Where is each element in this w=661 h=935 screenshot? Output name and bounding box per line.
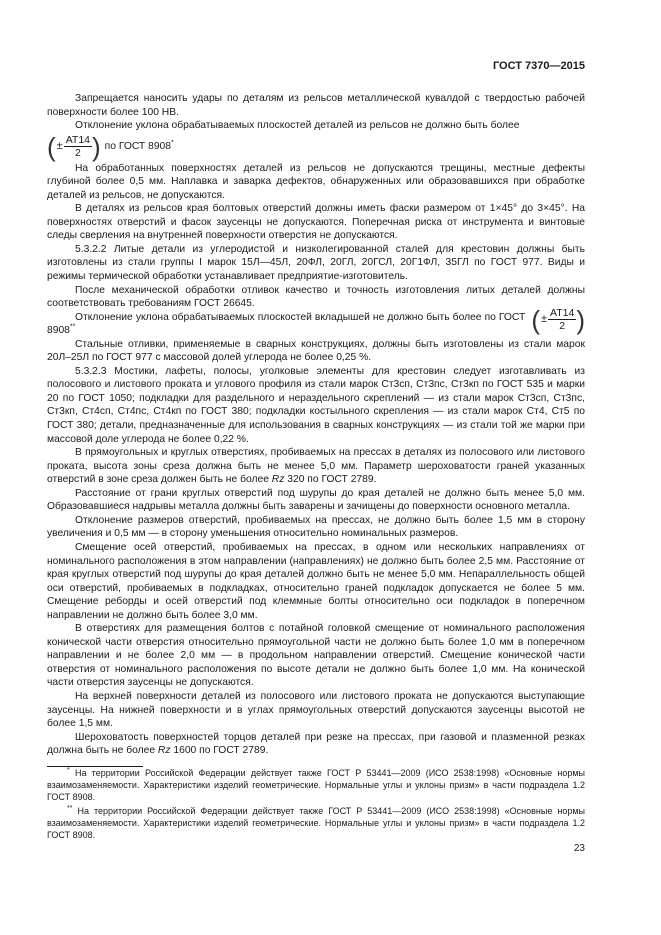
paragraph: Запрещается наносить удары по деталям из рельсов металлической кувалдой с твердостью рабочей поверхности более 100 НВ. — [47, 93, 585, 118]
paragraph: Стальные отливки, применяемые в сварных конструкциях, должны быть изготовлены из стали марок 20Л–25Л по ГОСТ 977 с массовой долей углерода не более 0,25 %. — [47, 338, 585, 364]
paragraph: В прямоугольных и круглых отверстиях, пробиваемых на прессах в деталях из полосового или листового проката, высота зоны среза должна быть не менее 5,0 мм. Параметр шероховатости граней указанных отверстий в зоне среза должен быть не более Rz 320 по ГОСТ 2789. — [47, 447, 585, 486]
paragraph: Отклонение размеров отверстий, пробиваемых на прессах, не должно быть более 1,5 мм в сторону увеличения и 0,5 мм — в сторону уменьшения относительно номинальных размеров. — [47, 514, 585, 540]
footnotes — [47, 768, 585, 842]
paragraph: Шероховатость поверхностей торцов деталей при резке на прессах, при газовой и плазменной резках должна быть не более Rz 1600 по ГОСТ 2789. — [47, 731, 585, 757]
fraction-numerator: АТ14 — [65, 134, 90, 147]
fraction — [548, 307, 576, 332]
fraction-numerator: АТ14 — [550, 307, 575, 320]
plus-minus-sign: ± — [56, 139, 63, 152]
footnote-mark: * — [67, 767, 70, 774]
footnote: * На территории Российской Федерации действует также ГОСТ Р 53441—2009 (ИСО 2538:1998) «Основные нормы взаимозаменяемости. Характеристики изделий геометрические. Нормальные углы и уклоны призм» в части подраздела 1.2 ГОСТ 8908. — [47, 767, 585, 802]
footnote-mark: * — [171, 139, 174, 147]
tolerance-formula: ( ± $\frac{АТ14}{2}$ ) по ГОСТ 8908* — [47, 131, 174, 162]
document-body — [47, 92, 585, 758]
footnote-mark: ** — [69, 323, 76, 331]
paragraph: ( ± $\frac{АТ14}{2}$ ) Отклонение уклона обрабатываемых плоскостей вкладышей не должно быть более по ГОСТ 8908** — [47, 304, 585, 337]
paragraph: В деталях из рельсов края болтовых отверстий должны иметь фаски размером от 1×45° до 3×45°. На поверхностях отверстий и фасок заусенцы не допускаются. Поперечная риска от инструмента и винтовые следы сверления на внутренней поверхности отверстия не допускаются. — [47, 203, 585, 242]
page-number: 23 — [573, 843, 585, 854]
fraction-denominator: 2 — [559, 320, 566, 333]
paragraph: 5.3.2.2 Литые детали из углеродистой и низколегированной сталей для крестовин должны быть изготовлены из стали группы I марок 15Л—45Л, 20ФЛ, 20ГЛ, 20ГСЛ, 20Г1ФЛ, 35ГЛ по ГОСТ 977. Виды и режимы термической обработки устанавливает предприятие-изготовитель. — [47, 243, 585, 283]
fraction-denominator: 2 — [74, 147, 81, 160]
document-header: ГОСТ 7370—2015 — [492, 60, 585, 72]
paragraph: На верхней поверхности деталей из полосового или листового проката не допускаются выступающие заусенцы. На нижней поверхности и в углах прямоугольных отверстий допускаются заусенцы высотой не более 1,5 мм. — [47, 690, 585, 730]
paragraph: На обработанных поверхностях деталей из рельсов не допускаются трещины, местные дефекты глубиной более 0,5 мм. Наплавка и заварка дефектов, обнаруженных или образовавшихся при обработке деталей из рельсов, не допускаются. — [47, 162, 585, 201]
tolerance-formula: ( ± $\frac{АТ14}{2}$ ) — [531, 304, 585, 335]
paragraph: Отклонение уклона обрабатываемых плоскостей деталей из рельсов не должно быть более — [75, 120, 520, 132]
paragraph: 5.3.2.3 Мостики, лафеты, полосы, уголковые элементы для крестовин следует изготавливать из полосового и листового проката и углового профиля из стали марок Ст3сп, Ст3пс, Ст3кп по ГОСТ 535 и марки 20 по ГОСТ 1050; подкладки для раздельного и нераздельного скреплений — из стали марок Ст3сп, Ст3пс, Ст3кп, Ст4сп, Ст4пс, Ст4кп по ГОСТ 380; подкладки костыльного скрепления — из стали марок Ст4, Ст5 по ГОСТ 380; детали, предназначенные для использования в сварных конструкциях — из стали той же марки при массовой доле углерода не более 0,22 %. — [47, 365, 585, 445]
paragraph: В отверстиях для размещения болтов с потайной головкой смещение от номинального расположения конической части отверстия относительно прямоугольной части не должно быть более 1,0 мм в поперечном направлении и не более 2,0 мм — в продольном направлении отверстий. Смещение конической части отверстия от номинального расположения по высоте детали не должно быть более 1,0 мм. На конической части отверстия заусенцы не допускаются. — [47, 623, 585, 689]
footnote-divider — [47, 766, 143, 767]
footnote-mark: ** — [67, 805, 73, 813]
formula-reference: по ГОСТ 8908 — [104, 140, 171, 152]
paragraph: Смещение осей отверстий, пробиваемых на прессах, в одном или нескольких направлениях от номинального расположения в этом направлении (направлениях) не должно быть более 2,5 мм. Расстояние от края круглых отверстий под шурупы до края деталей должно быть не менее 5,0 мм. Непараллельность общей оси отверстий, пробиваемых в подкладках, относительно граней подкладок допускается не более 5 мм. Смещение реборды и осей отверстий под клеммные болты относительно оси подкладок в поперечном направлении не должно быть более 3,0 мм. — [47, 541, 585, 621]
fraction — [64, 134, 92, 159]
plus-minus-sign: ± — [541, 312, 548, 325]
paragraph: Расстояние от грани круглых отверстий под шурупы до края деталей не должно быть менее 5,0 мм. Образовавшиеся надрывы металла должны быть заварены и зачищены до поверхности основного металла. — [47, 487, 585, 513]
footnote: ** На территории Российской Федерации действует также ГОСТ Р 53441—2009 (ИСО 2538:1998) «Основные нормы взаимозаменяемости. Характеристики изделий геометрические. Нормальные углы и уклоны призм» в части подраздела 1.2 ГОСТ 8908. — [47, 805, 585, 840]
paragraph: После механической обработки отливок качество и точность изготовления литых деталей должны соответствовать требованиям ГОСТ 26645. — [47, 284, 585, 310]
